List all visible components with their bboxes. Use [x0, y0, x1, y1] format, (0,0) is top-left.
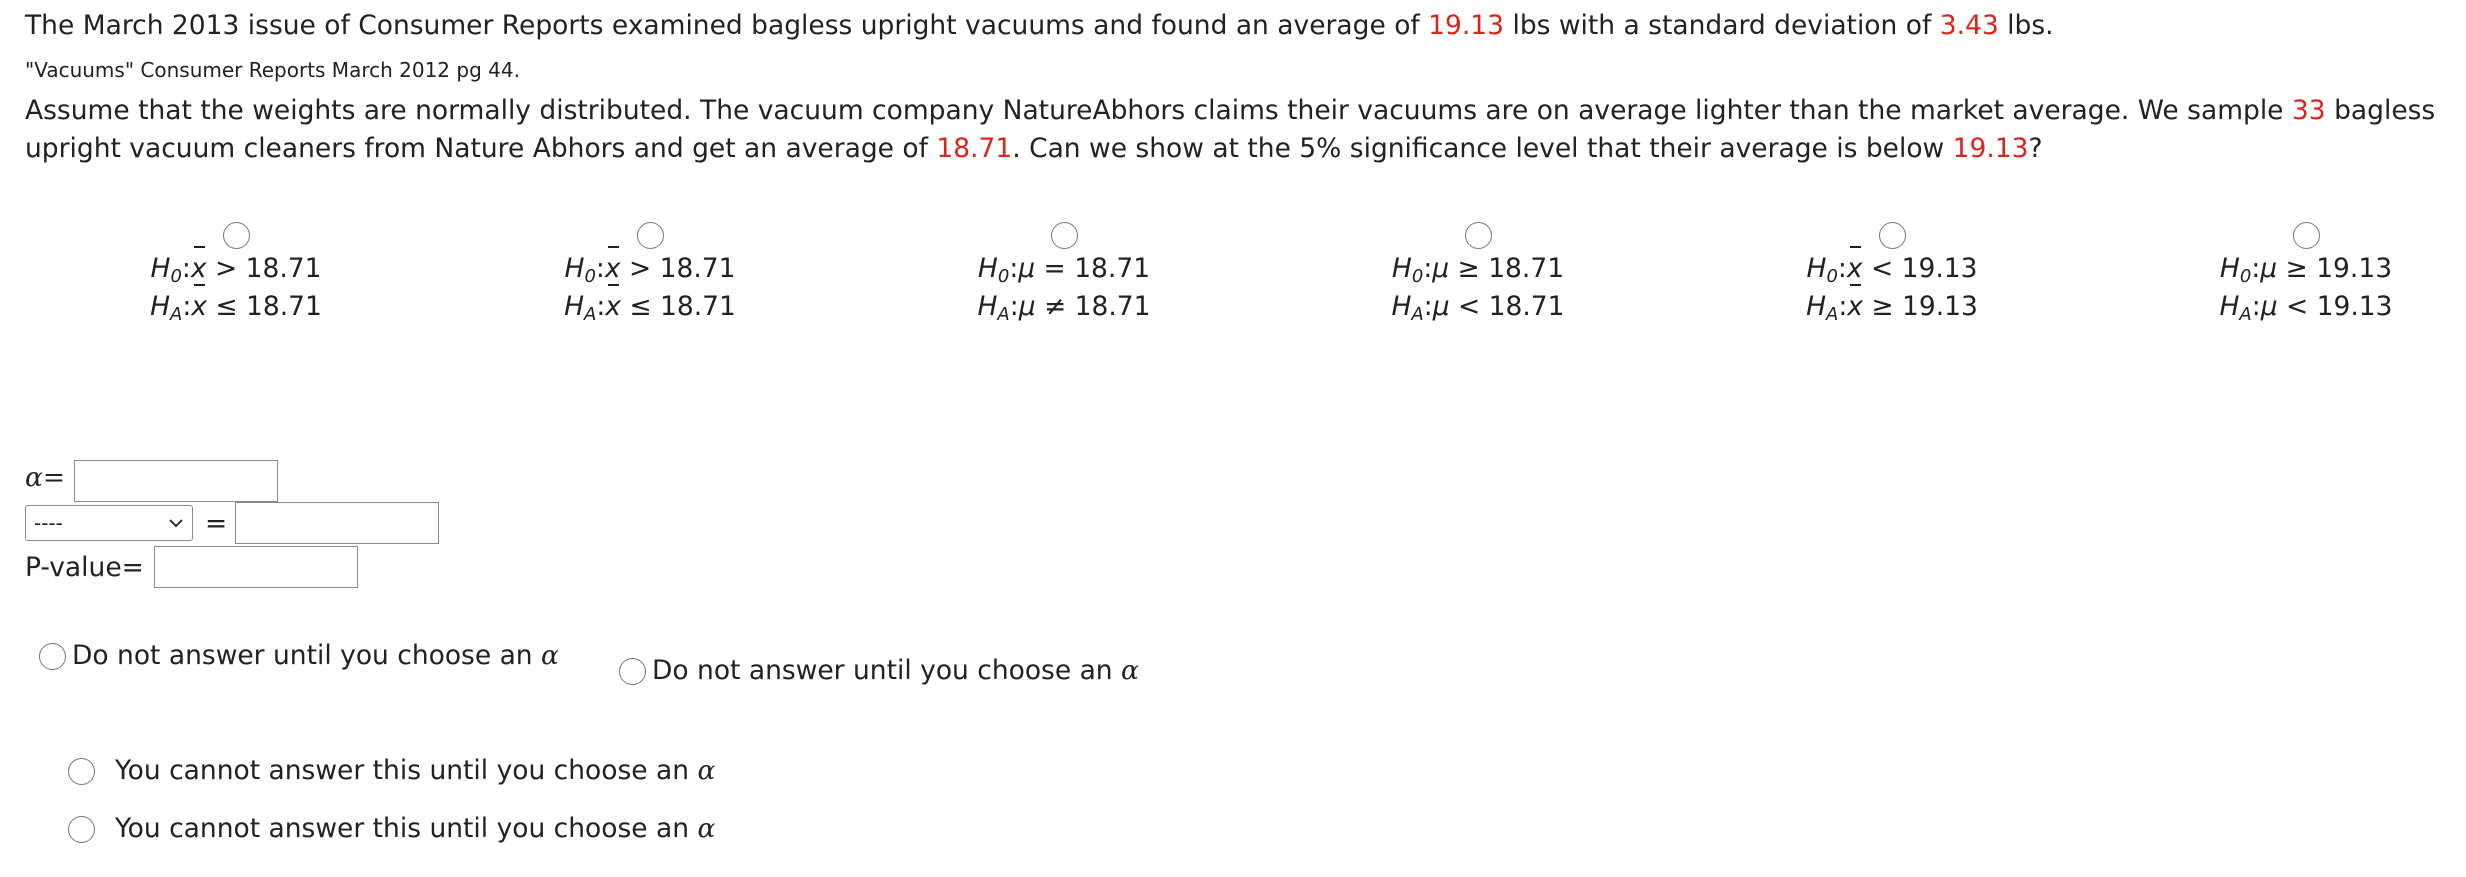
standard-deviation: 3.43: [1939, 10, 1999, 41]
alternative-hypothesis: HA:x ≤ 18.71: [564, 291, 736, 325]
mu-symbol: μ: [2260, 253, 2278, 284]
null-hypothesis: H0:μ ≥ 19.13: [2219, 253, 2393, 287]
null-hypothesis: H0:μ ≥ 18.71: [1391, 253, 1565, 287]
test-statistic-input[interactable]: [235, 502, 439, 544]
sample-mean-symbol: x: [1847, 291, 1863, 322]
equals-sign: =: [205, 508, 228, 539]
alternative-hypothesis: HA:μ ≠ 18.71: [977, 291, 1151, 325]
option-text: You cannot answer this until you choose an: [115, 755, 698, 786]
sample-mean-symbol: x: [604, 253, 621, 284]
mu-symbol: μ: [1432, 253, 1450, 284]
null-hypothesis: H0:x < 19.13: [1806, 253, 1978, 287]
problem-text: The March 2013 issue of Consumer Reports examined bagless upright vacuums and found an average of: [25, 10, 1429, 41]
chevron-down-icon: [166, 513, 186, 533]
p-value-input[interactable]: [154, 546, 358, 588]
mu-symbol: μ: [1432, 291, 1450, 322]
sample-mean: 18.71: [936, 133, 1013, 164]
radio-button-icon[interactable]: [619, 658, 646, 685]
problem-text: bagless: [2325, 95, 2436, 126]
mu-symbol: μ: [2260, 291, 2278, 322]
problem-line-4: [25, 133, 2043, 164]
alternative-hypothesis: HA:μ < 18.71: [1391, 291, 1565, 325]
null-hypothesis: H0:μ = 18.71: [977, 253, 1151, 287]
alpha-symbol: α: [697, 813, 716, 844]
radio-button-icon[interactable]: [68, 816, 95, 843]
sample-mean-symbol: x: [191, 291, 207, 322]
citation: "Vacuums" Consumer Reports March 2012 pg 44.: [25, 58, 520, 82]
population-mean: 19.13: [1428, 10, 1505, 41]
problem-text: lbs with a standard deviation of: [1504, 10, 1940, 41]
p-value-label: P-value=: [25, 552, 144, 583]
radio-button-icon[interactable]: [1465, 222, 1492, 249]
alpha-label: α=: [25, 462, 66, 493]
mu-symbol: μ: [1018, 291, 1036, 322]
problem-line-3: [25, 95, 2435, 126]
radio-button-icon[interactable]: [1051, 222, 1078, 249]
radio-button-icon[interactable]: [2293, 222, 2320, 249]
option-text: You cannot answer this until you choose an: [115, 813, 698, 844]
sample-mean-symbol: x: [1846, 253, 1863, 284]
problem-text: upright vacuum cleaners from Nature Abhors and get an average of: [25, 133, 937, 164]
test-statistic-select-value: ----: [34, 511, 63, 535]
mu-symbol: μ: [1018, 253, 1036, 284]
problem-text: Assume that the weights are normally distributed. The vacuum company NatureAbhors claims their vacuums are on average lighter than the market average. We sample: [25, 95, 2292, 126]
claimed-average: 19.13: [1952, 133, 2029, 164]
alternative-hypothesis: HA:μ < 19.13: [2219, 291, 2393, 325]
radio-button-icon[interactable]: [68, 758, 95, 785]
radio-button-icon[interactable]: [637, 222, 664, 249]
alpha-input[interactable]: [74, 460, 278, 502]
alpha-symbol: α: [541, 640, 559, 671]
alternative-hypothesis: HA:x ≤ 18.71: [150, 291, 322, 325]
alpha-symbol: α: [1121, 655, 1139, 686]
sample-size: 33: [2291, 95, 2326, 126]
sample-mean-symbol: x: [605, 291, 621, 322]
null-hypothesis: H0:x > 18.71: [564, 253, 736, 287]
problem-text: ?: [2028, 133, 2043, 164]
problem-line-1: [25, 10, 2054, 41]
problem-text: lbs.: [1998, 10, 2054, 41]
option-text: Do not answer until you choose an: [652, 655, 1122, 686]
radio-button-icon[interactable]: [39, 643, 66, 670]
null-hypothesis: H0:x > 18.71: [150, 253, 322, 287]
alpha-symbol: α: [697, 755, 716, 786]
radio-button-icon[interactable]: [223, 222, 250, 249]
option-text: Do not answer until you choose an: [72, 640, 542, 671]
test-statistic-select[interactable]: [25, 505, 193, 541]
alternative-hypothesis: HA:x ≥ 19.13: [1806, 291, 1978, 325]
sample-mean-symbol: x: [190, 253, 207, 284]
problem-text: . Can we show at the 5% significance level that their average is below: [1012, 133, 1953, 164]
radio-button-icon[interactable]: [1879, 222, 1906, 249]
